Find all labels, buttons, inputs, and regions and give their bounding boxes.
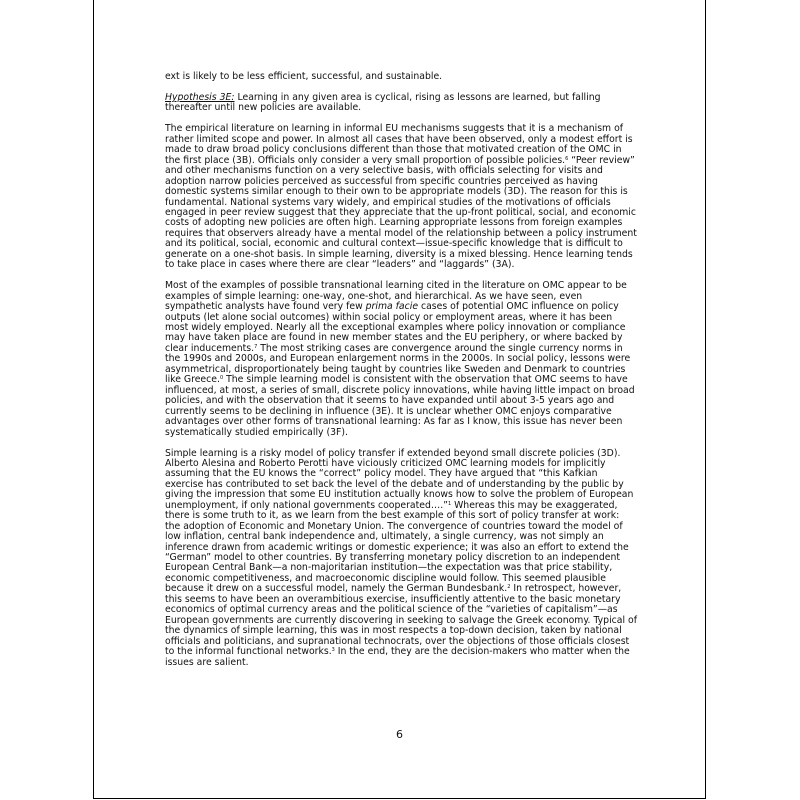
- paragraph-text: The most striking cases are convergence around the single currency norms in the 1990s and 2000s, and European enlargement norms in the 2000s. In social policy, lessons were asymmetrical, disproportionately being taught by countries like Sweden and Denmark to countries like Greece.: [165, 342, 631, 386]
- italic-phrase: prima facie: [365, 301, 419, 313]
- footnote-marker[interactable]: 3: [331, 647, 335, 654]
- footnote-marker[interactable]: 1: [447, 500, 452, 507]
- footnote-marker[interactable]: 6: [565, 155, 569, 162]
- footnote-marker[interactable]: 2: [507, 584, 511, 591]
- hypothesis-3e-paragraph: [165, 93, 637, 114]
- document-page: [93, 0, 706, 799]
- footnote-marker[interactable]: 0: [219, 375, 224, 382]
- paragraph-text: Most of the examples of possible transnational learning cited in the literature on OMC appear to be examples of simple learning: one-way, one-shot, and hierarchical. As we have seen, even sympathetic analysts have found very few: [165, 280, 627, 313]
- paragraph-text: In retrospect, however, this seems to have been an overambitious exercise, insufficiently attentive to the basic monetary economics of optimal currency areas and the political science of the “varieties of capitalism”—as European governments are currently discovering in seeking to salvage the Greek economy. Typical of the dynamics of simple learning, this was in most respects a top-down decision, taken by national officials and politicians, and supranational technocrats, over the objections of those officials closest to the informal functional networks.: [165, 583, 637, 658]
- paragraph-text: Simple learning is a risky model of policy transfer if extended beyond small discrete policies (3D). Alberto Alesina and Roberto Perotti have viciously criticized OMC learning models for implicitly assuming that the EU knows the “correct” policy model. They have argued that “this Kafkian exercise has contributed to set back the level of the debate and of understanding by the public by giving the impression that some EU institution actually knows how to solve the problem of European unemployment, if only national governments cooperated….”: [165, 447, 634, 511]
- paragraph-text: Whereas this may be exaggerated, there is some truth to it, as we learn from the best example of this sort of policy transfer at work: the adoption of Economic and Monetary Union. The convergence of countries toward the model of low inflation, central bank independence and, ultimately, a single currency, was not simply an inference drawn from academic writings or domestic experience; it was also an effort to extend the “German” model to other countries. By transferring monetary policy discretion to an independent European Central Bank—a non-majoritarian institution—the expectation was that price stability, economic competitiveness, and macroeconomic discipline would follow. This seemed plausible because it drew on a successful model, namely the German Bundesbank.: [165, 499, 629, 595]
- paragraph-continued: [165, 72, 637, 82]
- paragraph-text: ext is likely to be less efficient, successful, and sustainable.: [165, 71, 443, 82]
- paragraph-simple-learning-risky: [165, 449, 637, 669]
- paragraph-text: In the end, they are the decision-makers who matter when the issues are salient.: [165, 646, 630, 668]
- paragraph-text: cases of potential OMC influence on policy outputs (let alone social outcomes) within social policy or employment areas, where it has been most widely employed. Nearly all the exceptional examples where policy innovation or compliance may have taken place are found in new member states and the EU periphery, or where backed by clear inducements.: [165, 301, 626, 354]
- page-body: [165, 72, 637, 679]
- paragraph-text: The empirical literature on learning in informal EU mechanisms suggests that it is a mechanism of rather limited scope and power. In almost all cases that have been observed, only a modest effort is made to draw broad policy conclusions different than those that motivated creation of the OMC in the first place (3B). Officials only consider a very small proportion of possible policies.: [165, 123, 633, 166]
- paragraph-empirical-literature: [165, 124, 637, 270]
- hypothesis-text: Learning in any given area is cyclical, rising as lessons are learned, but falling thereafter until new policies are available.: [165, 91, 601, 114]
- paragraph-examples-of-learning: [165, 281, 637, 438]
- paragraph-text: The simple learning model is consistent with the observation that OMC seems to have influenced, at most, a series of small, discrete policy innovations, while having little impact on broad policies, and with the observation that it seems to have expanded until about 3-5 years ago and currently seems to be declining in influence (3E). It is unclear whether OMC enjoys comparative advantages over other forms of transnational learning: As far as I know, this issue has never been systematically studied empirically (3F).: [165, 374, 635, 438]
- hypothesis-label: Hypothesis 3E:: [165, 91, 235, 103]
- page-number: 6: [396, 728, 403, 741]
- paragraph-text: “Peer review” and other mechanisms function on a very selective basis, with officials selecting for visits and adoption narrow policies perceived as successful from specific countries perceived as having domestic systems similar enough to their own to be appropriate models (3D). The reason for this is fundamental. National systems vary widely, and empirical studies of the motivations of officials engaged in peer review suggest that they appreciate that the up-front political, social, and economic costs of adopting new policies are often high. Learning appropriate lessons from foreign examples requires that observers already have a mental model of the relationship between a policy instrument and its political, social, economic and cultural context—issue-specific knowledge that is difficult to generate on a one-shot basis. In simple learning, diversity is a mixed blessing. Hence learning tends to take place in cases where there are clear “leaders” and “laggards” (3A).: [165, 154, 637, 271]
- footnote-marker[interactable]: 7: [254, 343, 258, 350]
